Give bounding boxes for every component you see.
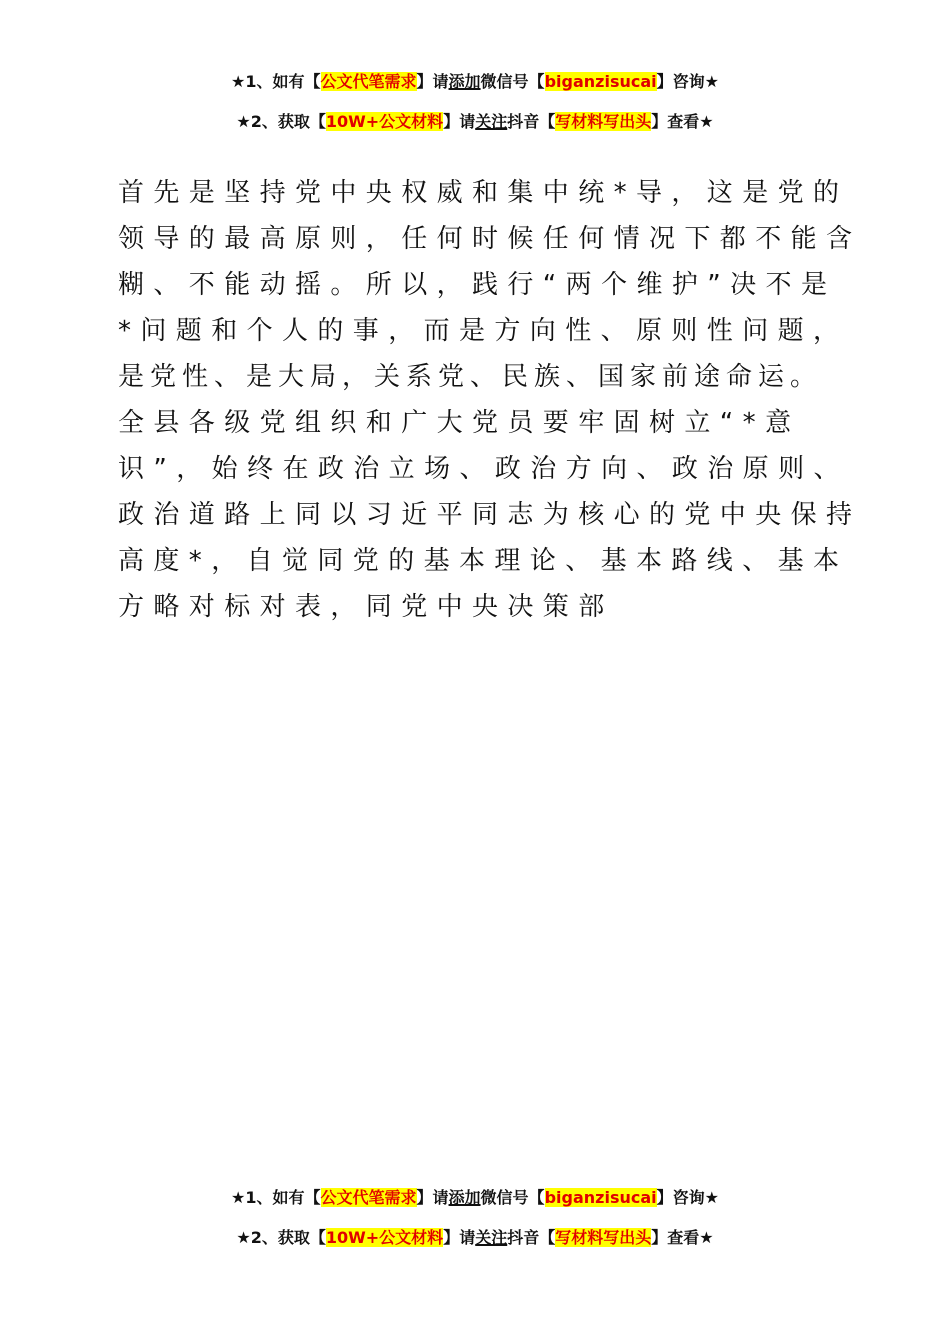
footer-line-2-b: 】请 <box>443 1228 476 1247</box>
header-line-2-a: ★2、获取【 <box>236 112 326 131</box>
footer-line-1-b: 】请 <box>416 1188 449 1207</box>
header-line-1-c: 微信号【 <box>480 72 545 91</box>
header-line-1-b: 】请 <box>416 72 449 91</box>
body-line: 政治道路上同以习近平同志为核心的党中央保持 <box>118 500 862 530</box>
body-line: 方略对标对表，同党中央决策部 <box>118 592 614 622</box>
body-line: 首先是坚持党中央权威和集中统*导，这是党的 <box>118 178 849 208</box>
add-underlined: 添加 <box>448 1188 481 1207</box>
materials-highlight: 10W+公文材料 <box>325 1228 444 1247</box>
wechat-id-highlight: biganzisucai <box>544 1188 657 1207</box>
body-line: 糊、不能动摇。所以，践行“两个维护”决不是 <box>118 270 837 300</box>
service-highlight: 公文代笔需求 <box>320 1188 417 1207</box>
body-line: 全县各级党组织和广大党员要牢固树立“*意 <box>118 408 801 438</box>
footer-line-2-c: 抖音【 <box>507 1228 556 1247</box>
follow-underlined: 关注 <box>475 1228 508 1247</box>
body-line: 是党性、是大局，关系党、民族、国家前途命运。 <box>118 362 823 392</box>
body-line: 高度*，自觉同党的基本理论、基本路线、基本 <box>118 546 849 576</box>
header-line-1-a: ★1、如有【 <box>231 72 321 91</box>
materials-highlight: 10W+公文材料 <box>325 112 444 131</box>
footer-line-2-a: ★2、获取【 <box>236 1228 326 1247</box>
header-line-2 <box>0 102 950 142</box>
header-line-1 <box>0 62 950 102</box>
header-line-2-c: 抖音【 <box>507 112 556 131</box>
footer-line-1-d: 】咨询★ <box>656 1188 719 1207</box>
body-line: *问题和个人的事，而是方向性、原则性问题， <box>118 316 849 346</box>
footer-banner <box>0 1178 950 1258</box>
header-line-1-d: 】咨询★ <box>656 72 719 91</box>
footer-line-1 <box>0 1178 950 1218</box>
footer-line-1-c: 微信号【 <box>480 1188 545 1207</box>
header-line-2-b: 】请 <box>443 112 476 131</box>
douyin-account-highlight: 写材料写出头 <box>555 112 652 131</box>
body-line: 领导的最高原则，任何时候任何情况下都不能含 <box>118 224 862 254</box>
follow-underlined: 关注 <box>475 112 508 131</box>
header-line-2-d: 】查看★ <box>651 112 714 131</box>
body-line: 识”，始终在政治立场、政治方向、政治原则、 <box>118 454 849 484</box>
service-highlight: 公文代笔需求 <box>320 72 417 91</box>
douyin-account-highlight: 写材料写出头 <box>555 1228 652 1247</box>
footer-line-2 <box>0 1218 950 1258</box>
header-banner <box>0 62 950 142</box>
document-body <box>118 170 862 630</box>
add-underlined: 添加 <box>448 72 481 91</box>
footer-line-1-a: ★1、如有【 <box>231 1188 321 1207</box>
wechat-id-highlight: biganzisucai <box>544 72 657 91</box>
footer-line-2-d: 】查看★ <box>651 1228 714 1247</box>
